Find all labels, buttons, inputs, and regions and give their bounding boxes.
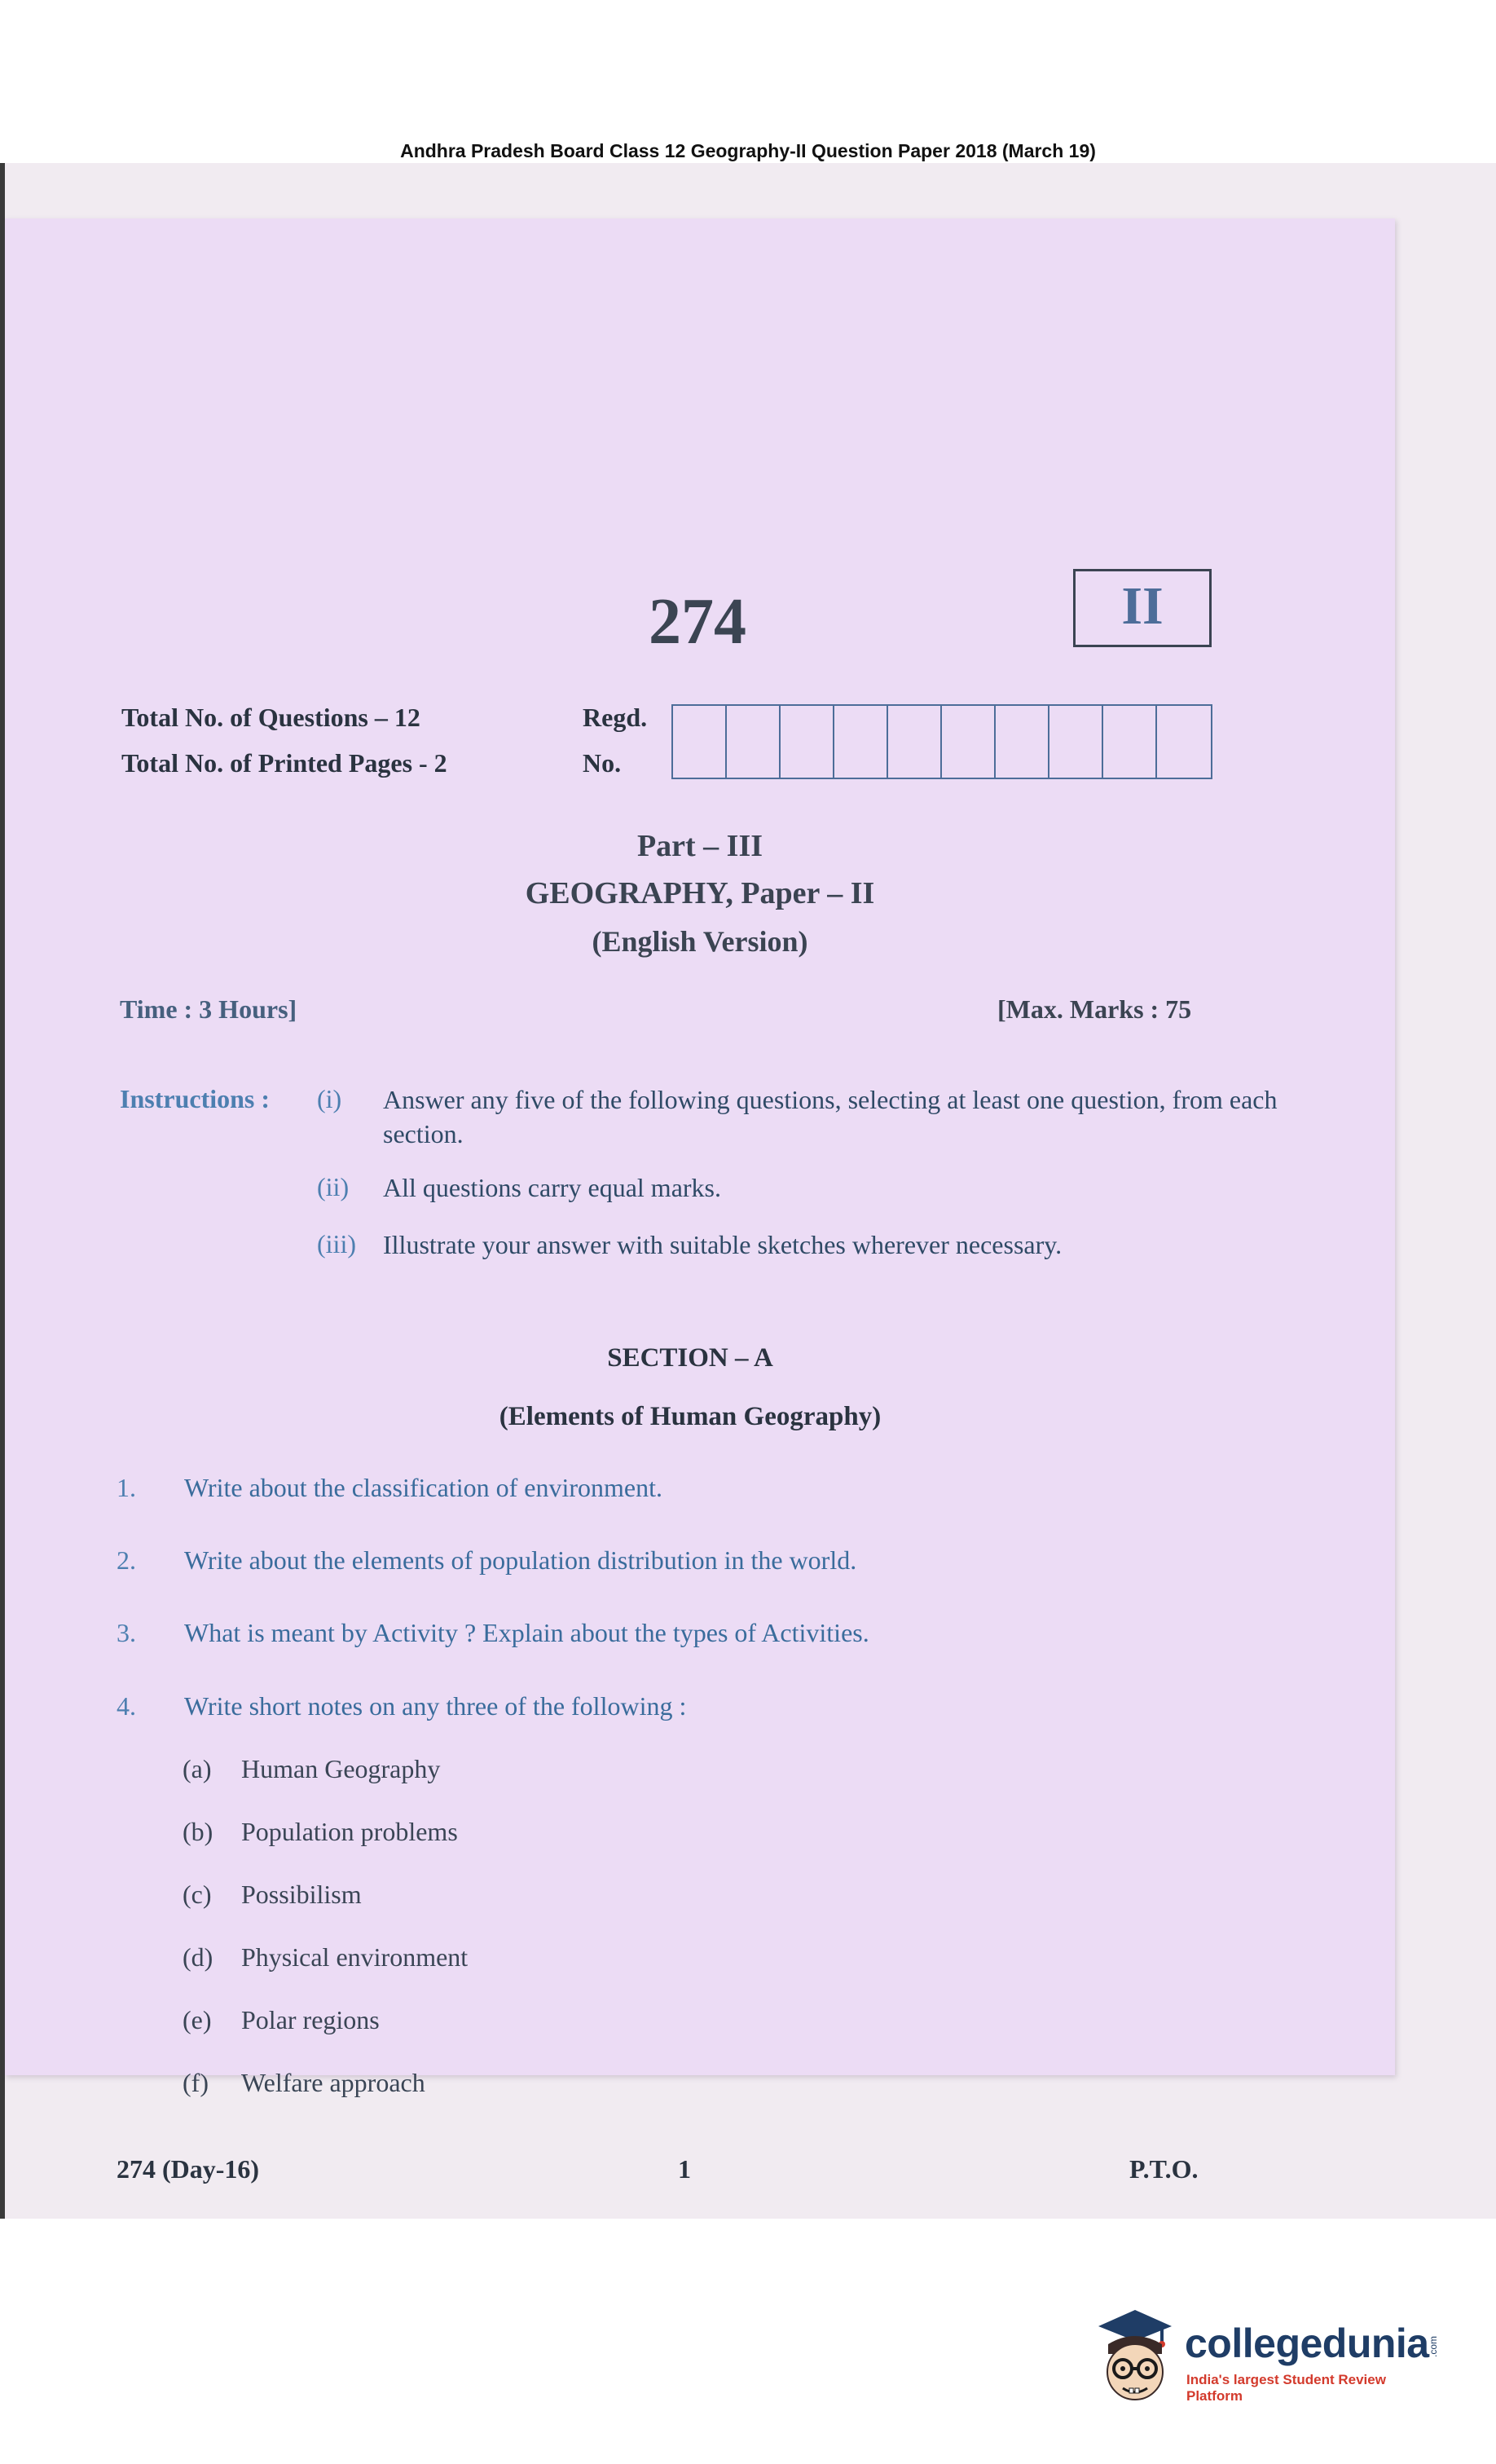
question-text: Write about the elements of population distribution in the world. <box>184 1545 857 1575</box>
sub-item-label: (c) <box>183 1880 212 1909</box>
sub-item-label: (d) <box>183 1942 213 1972</box>
regd-label: Regd. <box>583 703 648 732</box>
regd-cell <box>888 706 942 778</box>
sub-item-label: (b) <box>183 1817 213 1846</box>
question-text: What is meant by Activity ? Explain about the types of Activities. <box>184 1618 869 1647</box>
sub-item-text: Polar regions <box>241 2005 380 2034</box>
subject-title: GEOGRAPHY, Paper – II <box>525 876 875 910</box>
time-allowed: Time : 3 Hours] <box>120 994 297 1024</box>
brand-tagline: India's largest Student Review Platform <box>1186 2372 1386 2404</box>
pto-label: P.T.O. <box>1129 2154 1199 2184</box>
version-title: (English Version) <box>592 925 808 958</box>
instructions-label: Instructions : <box>120 1084 271 1113</box>
instruction-text: Illustrate your answer with suitable sketches wherever necessary. <box>383 1230 1063 1259</box>
brand-name: collegedunia <box>1185 2321 1429 2366</box>
collegedunia-logo <box>1090 2303 1441 2418</box>
paper-number: II <box>1121 576 1164 636</box>
question-text: Write about the classification of environment. <box>184 1473 662 1502</box>
footer-code: 274 (Day-16) <box>117 2154 260 2184</box>
page-number: 1 <box>678 2154 691 2184</box>
question-number: 4. <box>117 1691 136 1721</box>
regd-cell <box>834 706 888 778</box>
section-subtitle: (Elements of Human Geography) <box>499 1402 882 1431</box>
instruction-number: (ii) <box>317 1172 350 1201</box>
question-number: 1. <box>117 1473 136 1502</box>
sub-item-text: Human Geography <box>241 1754 441 1783</box>
question-number: 3. <box>117 1618 136 1647</box>
registration-number-grid <box>671 704 1212 779</box>
instruction-number: (i) <box>317 1084 342 1113</box>
regd-cell <box>1157 706 1211 778</box>
part-title: Part – III <box>636 829 763 863</box>
regd-cell <box>996 706 1049 778</box>
total-questions: Total No. of Questions – 12 <box>121 703 420 732</box>
sub-item-text: Welfare approach <box>241 2068 425 2097</box>
instruction-text: Answer any five of the following questions, selecting at least one question, from each section. <box>383 1085 1278 1148</box>
regd-cell <box>781 706 834 778</box>
regd-cell <box>1049 706 1103 778</box>
regd-no-label: No. <box>583 748 622 778</box>
sub-item-label: (f) <box>183 2068 209 2097</box>
brand-domain-suffix: .com <box>1428 2335 1440 2358</box>
total-pages: Total No. of Printed Pages - 2 <box>121 748 447 778</box>
instruction-text: All questions carry equal marks. <box>383 1173 721 1202</box>
mascot-icon <box>1090 2303 1180 2418</box>
sub-item-label: (e) <box>183 2005 212 2034</box>
regd-cell <box>1103 706 1157 778</box>
question-text: Write short notes on any three of the following : <box>184 1691 687 1721</box>
sub-item-text: Possibilism <box>241 1880 362 1909</box>
instruction-number: (iii) <box>317 1229 356 1258</box>
section-title: SECTION – A <box>607 1343 773 1373</box>
sub-item-text: Population problems <box>241 1817 458 1846</box>
max-marks: [Max. Marks : 75 <box>997 994 1192 1024</box>
question-number: 2. <box>117 1545 136 1575</box>
paper-number-box <box>1073 569 1212 647</box>
sub-item-text: Physical environment <box>241 1942 469 1972</box>
regd-cell <box>673 706 727 778</box>
regd-cell <box>942 706 996 778</box>
sub-item-label: (a) <box>183 1754 212 1783</box>
page-header: Andhra Pradesh Board Class 12 Geography-II Question Paper 2018 (March 19) <box>400 140 1096 161</box>
regd-cell <box>727 706 781 778</box>
question-paper-sheet <box>5 218 1395 2184</box>
paper-code: 274 <box>649 586 746 658</box>
